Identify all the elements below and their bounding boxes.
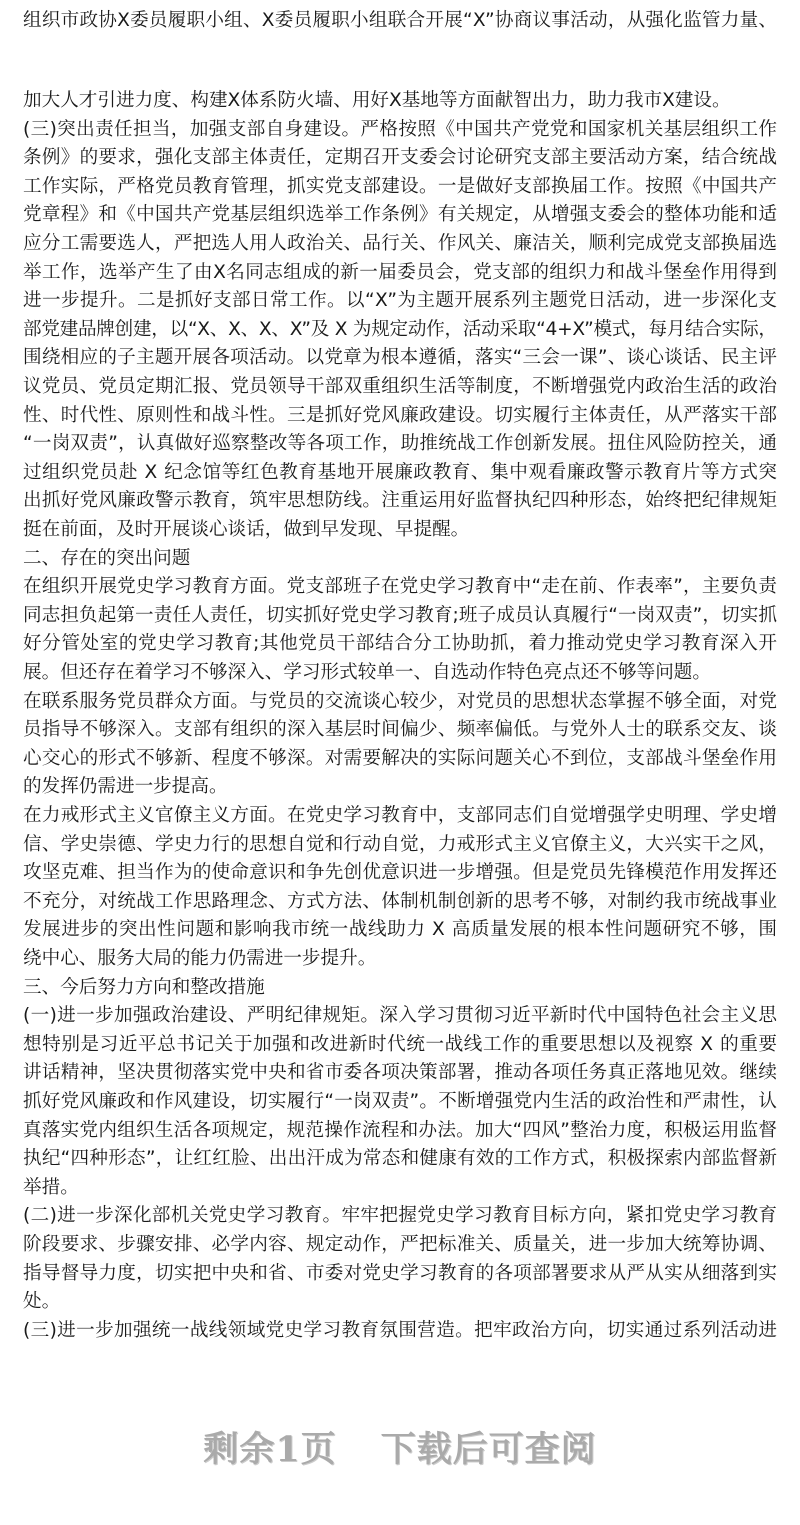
text-line: 想特别是习近平总书记关于加强和改进新时代统一战线工作的重要思想以及视察 X 的重要 xyxy=(23,1033,778,1055)
text-line: 议党员、党员定期汇报、党员领导干部双重组织生活等制度，不断增强党内政治生活的政治 xyxy=(23,376,778,397)
text-line: 组织市政协X委员履职小组、X委员履职小组联合开展“X”协商议事活动，从强化监管力量、 xyxy=(23,10,778,31)
text-line: 部党建品牌创建，以“X、X、X、X”及 X 为规定动作，活动采取“4+X”模式，每月结合实际， xyxy=(23,318,777,340)
text-line: 展。但还存在着学习不够深入、学习形式较单一、自选动作特色亮点还不够等问题。 xyxy=(23,662,711,683)
text-line: 过组织党员赴 X 纪念馆等红色教育基地开展廉政教育、集中观看廉政警示教育片等方式突 xyxy=(23,461,778,483)
text-line: 进一步提升。二是抓好支部日常工作。以“X”为主题开展系列主题党日活动，进一步深化支 xyxy=(23,290,778,312)
remaining-pages-label: 剩余1页 xyxy=(203,1429,337,1470)
text-line: 攻坚克难、担当作为的使命意识和争先创优意识进一步增强。但是党员先锋模范作用发挥还 xyxy=(23,862,778,884)
text-line: 性、时代性、原则性和战斗性。三是抓好党风廉政建设。切实履行主体责任，从严落实干部 xyxy=(23,404,778,426)
text-line: 抓好党风廉政和作风建设，切实履行“一岗双责”。不断增强党内生活的政治性和严肃性，认 xyxy=(23,1091,778,1112)
text-line: 同志担负起第一责任人责任，切实抓好党史学习教育;班子成员认真履行“一岗双责”，切实抓 xyxy=(23,604,778,626)
section-heading: 三、今后努力方向和整改措施 xyxy=(23,976,265,998)
text-line: 条例》的要求，强化支部主体责任，定期召开支委会讨论研究支部主要活动方案，结合统战 xyxy=(23,147,778,169)
text-line: 执纪“四种形态”，让红红脸、出出汗成为常态和健康有效的工作方式，积极探索内部监督新 xyxy=(23,1148,778,1170)
text-line: (一)进一步加强政治建设、严明纪律规矩。深入学习贯彻习近平新时代中国特色社会主义思 xyxy=(23,1005,778,1027)
text-line: 加大人才引进力度、构建X体系防火墙、用好X基地等方面献智出力，助力我市X建设。 xyxy=(23,90,731,111)
text-line: 阶段要求、步骤安排、必学内容、规定动作，严把标准关、质量关，进一步加大统筹协调、 xyxy=(23,1234,778,1255)
clipped-previous-line xyxy=(23,0,777,4)
text-line: 的发挥仍需进一步提高。 xyxy=(23,776,228,798)
text-line: 在组织开展党史学习教育方面。党支部班子在党史学习教育中“走在前、作表率”，主要负责 xyxy=(23,576,778,598)
text-line: (三)进一步加强统一战线领域党史学习教育氛围营造。把牢政治方向，切实通过系列活动进 xyxy=(23,1319,778,1341)
text-line: 举工作，选举产生了由X名同志组成的新一届委员会，党支部的组织力和战斗堡垒作用得到 xyxy=(23,261,778,283)
text-line: 围绕相应的子主题开展各项活动。以党章为根本遵循，落实“三会一课”、谈心谈话、民主评 xyxy=(23,347,778,369)
text-line: 工作实际，严格党员教育管理，抓实党支部建设。一是做好支部换届工作。按照《中国共产 xyxy=(23,175,778,197)
text-line: “一岗双责”，认真做好巡察整改等各项工作，助推统战工作创新发展。扭住风险防控关，通 xyxy=(23,433,778,455)
text-line: 讲话精神，坚决贯彻落实党中央和省市委各项决策部署，推动各项任务真正落地见效。继续 xyxy=(23,1062,778,1084)
text-line: 绕中心、服务大局的能力仍需进一步提升。 xyxy=(23,948,377,969)
section-heading: 二、存在的突出问题 xyxy=(23,547,191,569)
text-line: 不充分，对统战工作思路理念、方式方法、体制机制创新的思考不够，对制约我市统战事业 xyxy=(23,890,778,912)
text-line: 举措。 xyxy=(23,1176,79,1198)
text-line: 好分管处室的党史学习教育;其他党员干部结合分工协助抓，着力推动党史学习教育深入开 xyxy=(23,633,778,655)
download-prompt[interactable] xyxy=(0,1422,800,1472)
download-to-view-label[interactable]: 下载后可查阅 xyxy=(380,1429,597,1470)
text-line: 员指导不够深入。支部有组织的深入基层时间偏少、频率偏低。与党外人士的联系交友、谈 xyxy=(23,719,778,741)
text-line: 挺在前面，及时开展谈心谈话，做到早发现、早提醒。 xyxy=(23,519,470,540)
text-line: 心交心的形式不够新、程度不够深。对需要解决的实际问题关心不到位，支部战斗堡垒作用 xyxy=(23,747,778,769)
text-line: 出抓好党风廉政警示教育，筑牢思想防线。注重运用好监督执纪四种形态，始终把纪律规矩 xyxy=(23,490,778,512)
text-line: (二)进一步深化部机关党史学习教育。牢牢把握党史学习教育目标方向，紧扣党史学习教育 xyxy=(23,1205,778,1227)
text-line: 应分工需要选人，严把选人用人政治关、品行关、作风关、廉洁关，顺利完成党支部换届选 xyxy=(23,233,778,254)
text-line: 党章程》和《中国共产党基层组织选举工作条例》有关规定，从增强支委会的整体功能和适 xyxy=(23,204,778,226)
text-line: 在力戒形式主义官僚主义方面。在党史学习教育中，支部同志们自觉增强学史明理、学史增 xyxy=(23,805,778,826)
text-line: (三)突出责任担当，加强支部自身建设。严格按照《中国共产党党和国家机关基层组织工作 xyxy=(23,118,778,140)
text-line: 指导督导力度，切实把中央和省、市委对党史学习教育的各项部署要求从严从实从细落到实 xyxy=(23,1262,778,1284)
text-line: 信、学史崇德、学史力行的思想自觉和行动自觉，力戒形式主义官僚主义，大兴实干之风， xyxy=(23,833,778,855)
text-line: 处。 xyxy=(23,1291,61,1313)
text-line: 发展进步的突出性问题和影响我市统一战线助力 X 高质量发展的根本性问题研究不够，围 xyxy=(23,919,778,941)
text-line: 在联系服务党员群众方面。与党员的交流谈心较少，对党员的思想状态掌握不够全面，对党 xyxy=(23,690,778,712)
text-line: 真落实党内组织生活各项规定，规范操作流程和办法。加大“四风”整治力度，积极运用监督 xyxy=(23,1119,778,1141)
